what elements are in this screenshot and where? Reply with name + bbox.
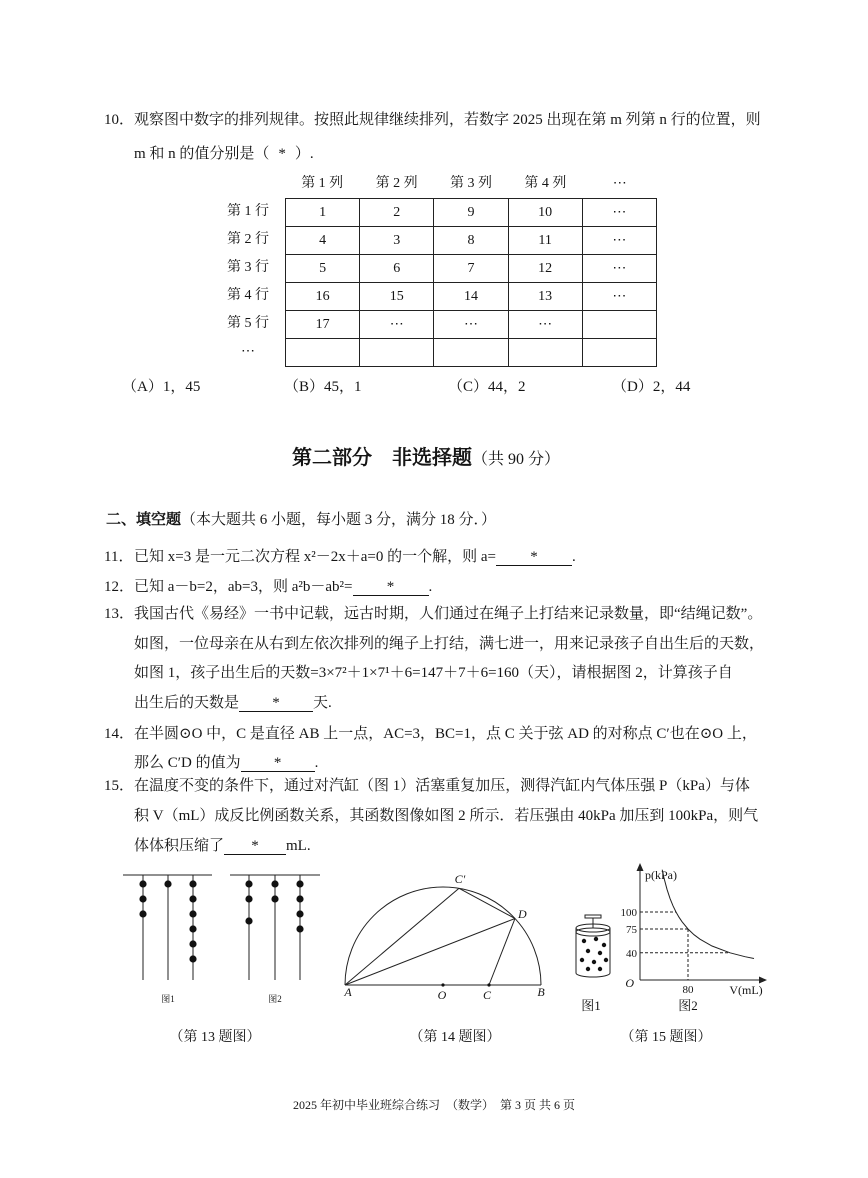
knot xyxy=(245,917,252,924)
question-text: 已知 x=3 是一元二次方程 x²－2x＋a=0 的一个解，则 a= xyxy=(134,549,496,565)
question-number: 11． xyxy=(104,549,134,565)
chord-ad xyxy=(345,919,515,986)
table-cell: 16 xyxy=(286,283,360,311)
question-text: ）. xyxy=(294,146,314,162)
table-cell: 10 xyxy=(508,199,582,227)
knot xyxy=(296,910,303,917)
table-cell: ⋯ xyxy=(582,199,656,227)
table-cell: 9 xyxy=(434,199,508,227)
row-header: 第 2 行 xyxy=(227,232,269,247)
knot xyxy=(271,895,278,902)
table-cell: ⋯ xyxy=(582,227,656,255)
table-cell-empty xyxy=(286,339,360,367)
question-number: 12． xyxy=(104,579,135,595)
row-header: 第 4 行 xyxy=(227,288,269,303)
knot xyxy=(189,925,196,932)
question-text: 体体积压缩了 xyxy=(134,838,225,854)
knot-figure-2 xyxy=(230,875,320,980)
question-number: 13． xyxy=(104,606,135,622)
inverse-proportion-curve xyxy=(662,870,754,959)
knot xyxy=(139,895,146,902)
option-c: （C）44，2 xyxy=(448,379,526,395)
knot xyxy=(139,910,146,917)
cylinder-label: 图1 xyxy=(581,998,601,1013)
table-cell-empty xyxy=(582,311,656,339)
question-text: 出生后的天数是 xyxy=(134,695,240,711)
table-cell: 4 xyxy=(286,227,360,255)
table-row-headers xyxy=(222,198,274,366)
page-footer: 2025 年初中毕业班综合练习 （数学） 第 3 页 共 6 页 xyxy=(292,1098,575,1112)
knot xyxy=(296,880,303,887)
option-d: （D）2，44 xyxy=(612,379,691,395)
piston-handle xyxy=(585,915,601,918)
knot xyxy=(271,880,278,887)
figure-14-caption: （第 14 题图） xyxy=(409,1030,501,1045)
knot xyxy=(164,880,171,887)
table-cell: 3 xyxy=(360,227,434,255)
section-title: 二、填空题 xyxy=(106,512,182,528)
label-c: C xyxy=(482,988,492,1002)
figure-13-caption: （第 13 题图） xyxy=(169,1030,261,1045)
question-text: . xyxy=(314,755,319,771)
knot-figure-1 xyxy=(123,875,212,980)
knot-figure-1-label: 图1 xyxy=(161,994,175,1004)
figures-area xyxy=(0,860,868,1020)
knot xyxy=(189,955,196,962)
question-15-line-1 xyxy=(104,776,750,796)
knot xyxy=(296,895,303,902)
table-cell: ⋯ xyxy=(582,283,656,311)
table-cell: ⋯ xyxy=(434,311,508,339)
knot xyxy=(139,880,146,887)
column-header: 第 1 列 xyxy=(301,176,344,191)
question-13-line-4 xyxy=(134,693,332,713)
table-cell: 15 xyxy=(360,283,434,311)
table-row xyxy=(286,255,657,283)
knot xyxy=(189,880,196,887)
table-cell: ⋯ xyxy=(360,311,434,339)
table-cell: ⋯ xyxy=(582,255,656,283)
label-b: B xyxy=(537,985,545,999)
figure-15-caption: （第 15 题图） xyxy=(620,1030,712,1045)
answer-blank: * xyxy=(224,839,286,855)
knot xyxy=(189,910,196,917)
origin-label: O xyxy=(625,976,634,990)
question-number: 14． xyxy=(104,726,135,742)
question-number: 15． xyxy=(104,778,135,794)
question-text: 在温度不变的条件下，通过对汽缸（图 1）活塞重复加压，测得汽缸内气体压强 P（kPa）与体 xyxy=(134,778,750,794)
table-cell: 13 xyxy=(508,283,582,311)
segment-dc xyxy=(489,919,515,986)
label-o: O xyxy=(437,988,447,1002)
label-c-prime: C′ xyxy=(454,872,466,886)
question-text: 天. xyxy=(313,695,332,711)
option-a: （A）1，45 xyxy=(122,379,201,395)
table-cell-empty xyxy=(508,339,582,367)
table-cell: 6 xyxy=(360,255,434,283)
question-text: 观察图中数字的排列规律。按照此规律继续排列，若数字 2025 出现在第 m 列第 n 行的位置，则 xyxy=(134,112,761,128)
table-cell: 2 xyxy=(360,199,434,227)
table-cell-empty xyxy=(434,339,508,367)
row-header: 第 3 行 xyxy=(227,260,269,275)
part-2-score: （共 90 分） xyxy=(472,451,561,468)
knot xyxy=(189,895,196,902)
answer-placeholder: * xyxy=(278,146,286,162)
label-d: D xyxy=(518,907,527,921)
segment-ac-prime xyxy=(345,888,459,985)
question-text: 已知 a－b=2，ab=3，则 a²b－ab²= xyxy=(134,579,353,595)
y-axis-arrow xyxy=(637,863,644,871)
part-2-title: 第二部分 非选择题 xyxy=(292,447,472,469)
question-13-line-2: 如图，一位母亲在从右到左依次排列的绳子上打结，满七进一，用来记录孩子自出生后的天数， xyxy=(134,636,765,652)
table-row xyxy=(286,199,657,227)
knot xyxy=(245,880,252,887)
section-note: （本大题共 6 小题，每小题 3 分，满分 18 分．） xyxy=(181,512,497,528)
number-arrangement-table xyxy=(285,198,657,367)
question-10-line-1 xyxy=(104,110,761,130)
table-cell-empty xyxy=(360,339,434,367)
answer-blank: * xyxy=(496,550,572,566)
question-text: 我国古代《易经》一书中记载，远古时期，人们通过在绳子上打结来记录数量，即“结绳记数”。 xyxy=(134,606,763,622)
guide-lines xyxy=(640,912,730,980)
table-cell: 12 xyxy=(508,255,582,283)
answer-blank: * xyxy=(239,696,313,712)
answer-blank: * xyxy=(353,580,429,596)
center-point xyxy=(441,983,444,986)
question-text: mL. xyxy=(286,838,311,854)
table-row xyxy=(286,283,657,311)
table-cell: 14 xyxy=(434,283,508,311)
knot xyxy=(296,925,303,932)
question-15-line-3 xyxy=(134,836,311,856)
column-header: 第 3 列 xyxy=(449,176,492,191)
knot xyxy=(189,940,196,947)
question-14-line-1 xyxy=(104,724,757,744)
question-text: 那么 C′D 的值为 xyxy=(134,755,241,771)
row-header: ⋯ xyxy=(241,344,255,359)
question-number: 10． xyxy=(104,112,135,128)
graph-label: 图2 xyxy=(678,998,698,1013)
y-tick-label: 40 xyxy=(626,948,637,960)
answer-blank: * xyxy=(241,756,315,772)
table-column-headers xyxy=(285,174,657,194)
y-tick-label: 100 xyxy=(620,907,637,919)
table-cell: ⋯ xyxy=(508,311,582,339)
question-text: m 和 n 的值分别是（ xyxy=(134,146,270,162)
row-header: 第 1 行 xyxy=(227,204,269,219)
table-cell: 5 xyxy=(286,255,360,283)
cylinder-bottom xyxy=(576,973,610,977)
table-cell: 17 xyxy=(286,311,360,339)
table-cell: 7 xyxy=(434,255,508,283)
knot-figure-2-label: 图2 xyxy=(268,994,282,1004)
column-header: 第 2 列 xyxy=(375,176,418,191)
column-header: ⋯ xyxy=(612,176,627,191)
table-row xyxy=(286,227,657,255)
table-cell: 11 xyxy=(508,227,582,255)
question-15-line-2: 积 V（mL）成反比例函数关系，其函数图像如图 2 所示．若压强由 40kPa 加压到 100kPa，则气 xyxy=(134,808,759,824)
segment-c-prime-d xyxy=(459,888,515,918)
question-11 xyxy=(104,547,576,567)
question-10-line-2 xyxy=(134,144,314,164)
x-tick-label: 80 xyxy=(682,984,694,996)
knot xyxy=(245,895,252,902)
table-cell: 8 xyxy=(434,227,508,255)
label-a: A xyxy=(344,985,352,999)
question-text: . xyxy=(428,579,433,595)
question-13-line-1 xyxy=(104,604,762,624)
cylinder-figure xyxy=(576,915,610,977)
question-13-line-3: 如图 1，孩子出生后的天数=3×7²＋1×7¹＋6=147＋7＋6=160（天），请根据图 2，计算孩子自 xyxy=(134,665,733,681)
question-12 xyxy=(104,577,432,597)
y-tick-label: 75 xyxy=(626,924,637,936)
part-2-heading xyxy=(292,444,560,474)
option-b: （B）45，1 xyxy=(284,379,362,395)
table-cell: 1 xyxy=(286,199,360,227)
y-axis-label: p(kPa) xyxy=(645,868,677,882)
gas-particles xyxy=(580,937,608,971)
table-row xyxy=(286,311,657,339)
row-header: 第 5 行 xyxy=(227,316,269,331)
table-cell-empty xyxy=(582,339,656,367)
column-header: 第 4 列 xyxy=(524,176,567,191)
section-2-heading xyxy=(106,510,496,530)
point-c-dot xyxy=(487,983,490,986)
question-text: 在半圆⊙O 中，C 是直径 AB 上一点，AC=3，BC=1，点 C 关于弦 AD 的对称点 C′也在⊙O 上， xyxy=(134,726,757,742)
x-axis-label: V(mL) xyxy=(729,983,763,997)
question-text: . xyxy=(571,549,576,565)
question-14-line-2 xyxy=(134,753,318,773)
table-row xyxy=(286,339,657,367)
semicircle-figure xyxy=(345,887,541,987)
